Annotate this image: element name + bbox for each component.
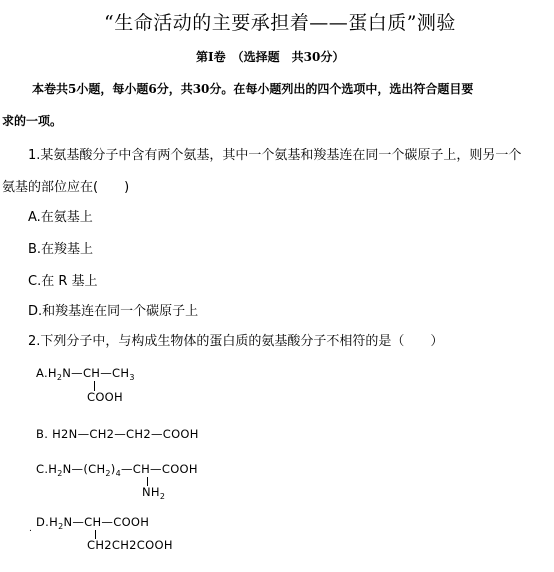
question-2-option-b-formula: B. H2N—CH2—CH2—COOH <box>36 427 199 441</box>
question-2-option-c-formula: $C.H_2N—(CH_2)_4—CH—COOH$ <box>36 462 198 478</box>
question-2-stem: 2.下列分子中，与构成生物体的蛋白质的氨基酸分子不相符的是（ ） <box>28 334 444 349</box>
instructions-line-1: 本卷共5小题，每小题6分，共30分。在每小题列出的四个选项中，选出符合题目要 <box>32 82 474 96</box>
question-1-option-b: B.在羧基上 <box>28 242 94 257</box>
question-2-option-a-carboxyl: COOH <box>87 390 123 404</box>
page-title: “生命活动的主要承担着——蛋白质”测验 <box>104 12 456 34</box>
question-1-option-a: A.在氨基上 <box>28 210 93 225</box>
question-2-option-c-amino: $NH_2$ <box>142 485 166 501</box>
stray-mark: . <box>29 524 32 534</box>
question-1-option-d: D.和羧基连在同一个碳原子上 <box>28 304 199 319</box>
question-1-option-c: C.在 R 基上 <box>28 274 98 289</box>
question-2-option-a-formula: $A.H_2N—CH—CH_3$ <box>36 366 135 382</box>
instructions-line-2: 求的一项。 <box>2 114 63 128</box>
question-2-option-d-formula: $D.H_2N—CH—COOH$ <box>36 515 150 531</box>
question-2-option-d-side-chain: CH2CH2COOH <box>87 538 173 552</box>
question-1-stem-line-2: 氨基的部位应在( ) <box>2 180 130 195</box>
section-heading: 第Ⅰ卷 （选择题 共30分） <box>196 50 345 64</box>
question-1-stem-line-1: 1.某氨基酸分子中含有两个氨基，其中一个氨基和羧基连在同一个碳原子上，则另一个 <box>28 148 522 163</box>
